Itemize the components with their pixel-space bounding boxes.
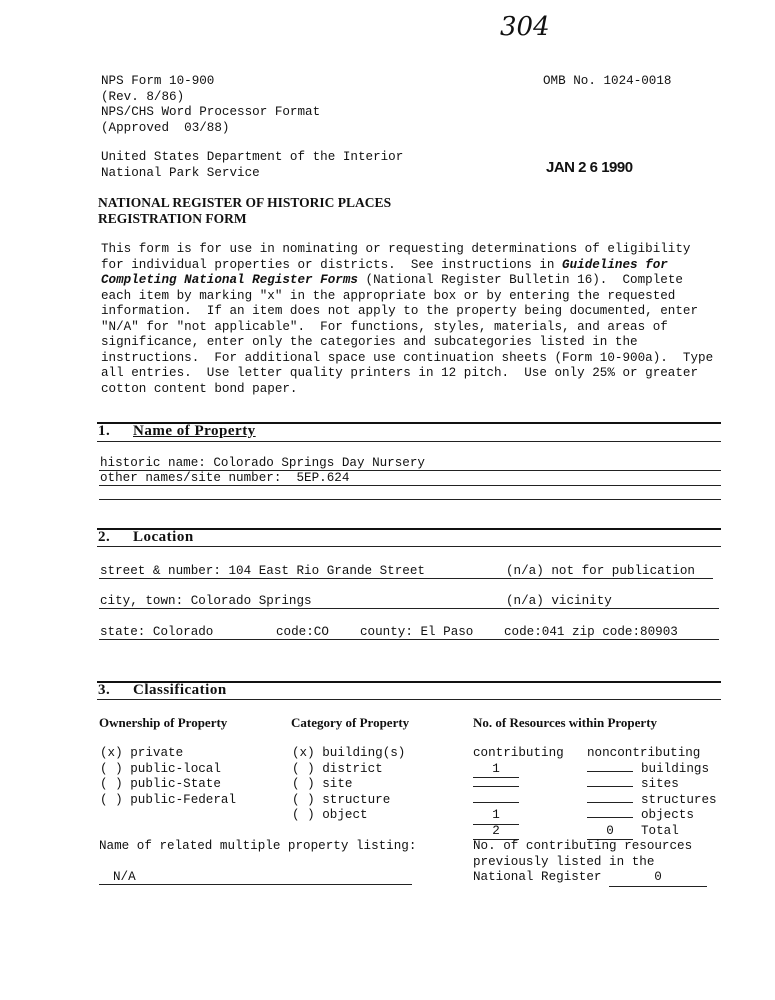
state-field: state: Colorado — [100, 625, 214, 639]
form-subtitle: REGISTRATION FORM — [98, 210, 247, 226]
intro-text: for individual properties or districts. See instructions in — [101, 257, 563, 272]
intro-line: all entries. Use letter quality printers in 12 pitch. Use only 25% or greater — [101, 366, 699, 380]
intro-line: This form is for use in nominating or requesting determinations of eligibility — [101, 242, 691, 256]
national-register-label: National Register — [473, 870, 602, 884]
form-approved: (Approved 03/88) — [101, 120, 230, 135]
resource-row — [587, 777, 679, 793]
county-code-field: code:041 zip code:80903 — [504, 625, 678, 639]
intro-line — [101, 273, 683, 289]
section-divider — [97, 546, 721, 547]
resource-row — [587, 793, 717, 809]
guidelines-title: Guidelines for — [562, 257, 668, 272]
contributing-count — [473, 802, 519, 803]
handwritten-number: 304 — [500, 12, 550, 42]
resource-label: Total — [641, 823, 679, 838]
related-listing-label: Name of related multiple property listing: — [99, 839, 417, 853]
ownership-public-state-checkbox: ( ) public-State — [100, 777, 221, 791]
agency-department: United States Department of the Interior — [101, 150, 404, 164]
resource-label: sites — [641, 777, 679, 791]
category-site-checkbox: ( ) site — [292, 777, 353, 791]
state-code-field: code:CO — [276, 625, 329, 639]
section-2-number: 2. — [98, 529, 111, 545]
resource-total-row — [473, 824, 519, 841]
contributing-count — [473, 786, 519, 787]
field-underline — [99, 608, 719, 609]
contributing-count: 1 — [473, 808, 519, 825]
noncontributing-heading: noncontributing — [587, 746, 701, 760]
category-object-checkbox: ( ) object — [292, 808, 368, 822]
not-for-publication-field: (n/a) not for publication — [506, 564, 695, 578]
section-3-title: Classification — [133, 682, 227, 698]
previously-listed-label: No. of contributing resources — [473, 839, 693, 853]
intro-text: (National Register Bulletin 16). Complete — [357, 273, 683, 287]
contributing-heading: contributing — [473, 746, 564, 760]
field-underline — [99, 578, 713, 579]
form-title: NATIONAL REGISTER OF HISTORIC PLACES — [98, 195, 392, 210]
section-2-title: Location — [133, 529, 194, 545]
resource-row — [473, 808, 519, 825]
section-3-number: 3. — [98, 682, 111, 698]
previously-listed-label: previously listed in the — [473, 854, 655, 869]
category-structure-checkbox: ( ) structure — [292, 792, 391, 807]
city-town-field: city, town: Colorado Springs — [100, 594, 312, 608]
omb-number: OMB No. 1024-0018 — [543, 74, 672, 88]
category-district-checkbox: ( ) district — [292, 761, 383, 776]
form-revision: (Rev. 8/86) — [101, 89, 185, 104]
ownership-public-federal-checkbox: ( ) public-Federal — [100, 792, 237, 807]
field-underline — [99, 485, 721, 486]
resource-row — [473, 793, 519, 809]
ownership-heading: Ownership of Property — [99, 715, 228, 730]
section-divider — [97, 441, 721, 442]
field-underline — [99, 639, 719, 640]
resource-label: buildings — [641, 761, 710, 776]
historic-name-field: historic name: Colorado Springs Day Nursery — [100, 456, 425, 470]
received-date-stamp: JAN 2 6 1990 — [546, 159, 633, 176]
other-names-field: other names/site number: 5EP.624 — [100, 471, 350, 485]
noncontributing-count — [587, 802, 633, 803]
guidelines-title: Completing National Register Forms — [101, 273, 358, 287]
related-listing-value: N/A — [113, 870, 136, 884]
field-underline — [99, 499, 721, 500]
agency-service: National Park Service — [101, 165, 260, 180]
intro-line — [101, 258, 668, 274]
category-heading: Category of Property — [291, 715, 410, 730]
resource-row — [587, 762, 709, 778]
noncontributing-count — [587, 786, 633, 787]
intro-line: each item by marking "x" in the appropriate box or by entering the requested — [101, 288, 676, 303]
intro-line: significance, enter only the categories and subcategories listed in the — [101, 335, 638, 349]
resource-row — [473, 762, 519, 779]
category-buildings-checkbox: (x) building(s) — [292, 746, 406, 760]
section-divider — [97, 699, 721, 700]
noncontributing-total: 0 — [587, 824, 633, 841]
ownership-private-checkbox: (x) private — [100, 746, 184, 760]
resource-row — [473, 777, 519, 793]
street-number-field: street & number: 104 East Rio Grande Street — [100, 564, 425, 578]
intro-line: instructions. For additional space use continuation sheets (Form 10-900a). Type — [101, 350, 714, 365]
previously-listed-count: 0 — [609, 870, 707, 887]
contributing-count: 1 — [473, 762, 519, 779]
section-1-title: Name of Property — [133, 423, 256, 439]
previously-listed-label — [473, 870, 707, 887]
section-1-number: 1. — [98, 423, 111, 439]
intro-line: "N/A" for "not applicable". For functions, styles, materials, and areas of — [101, 319, 668, 334]
intro-line: information. If an item does not apply to the property being documented, enter — [101, 304, 699, 318]
form-format: NPS/CHS Word Processor Format — [101, 105, 321, 119]
resource-label: objects — [641, 808, 694, 822]
form-number: NPS Form 10-900 — [101, 74, 215, 88]
ownership-public-local-checkbox: ( ) public-local — [100, 761, 221, 776]
intro-line: cotton content bond paper. — [101, 381, 298, 396]
resource-total-row — [587, 824, 679, 841]
resource-row — [587, 808, 694, 824]
contributing-total: 2 — [473, 824, 519, 841]
resources-heading: No. of Resources within Property — [473, 715, 658, 730]
county-field: county: El Paso — [360, 625, 474, 639]
resource-label: structures — [641, 792, 717, 807]
noncontributing-count — [587, 771, 633, 772]
vicinity-field: (n/a) vicinity — [506, 594, 612, 608]
noncontributing-count — [587, 817, 633, 818]
field-underline — [99, 884, 412, 885]
